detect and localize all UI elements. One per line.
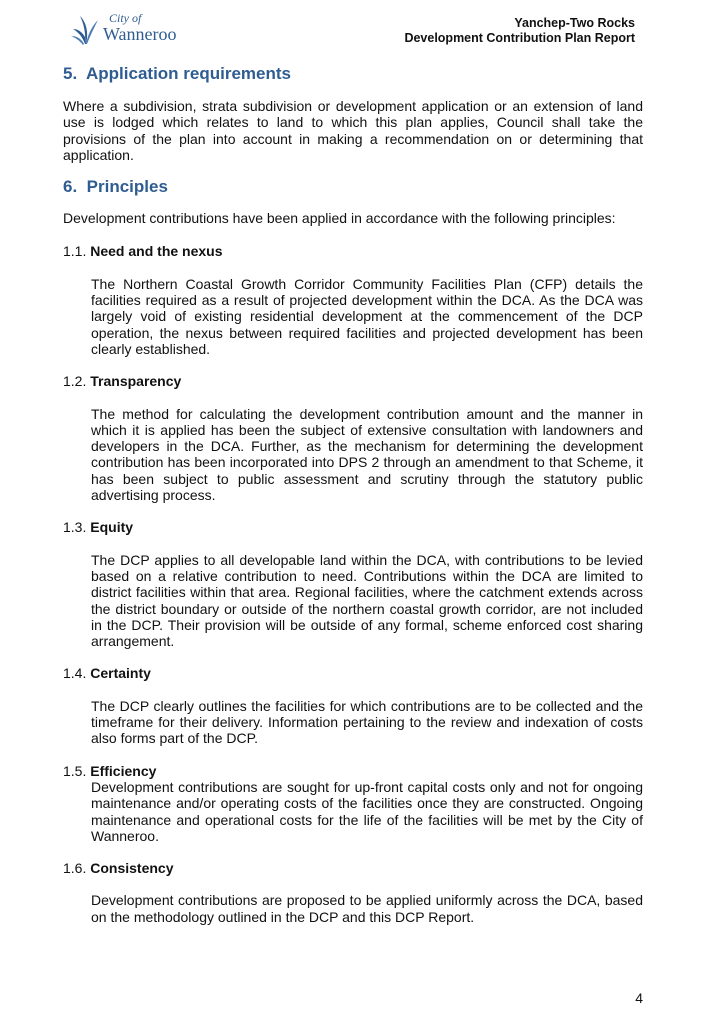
page-content bbox=[63, 62, 643, 925]
principle-efficiency bbox=[63, 763, 643, 844]
principle-heading bbox=[63, 243, 643, 259]
logo-wordmark bbox=[103, 12, 177, 43]
page-number: 4 bbox=[635, 990, 643, 1006]
principle-body: The DCP clearly outlines the facilities for which contributions are to be collected and the timeframe for their delivery. Information pertaining to the review and indexation of costs also forms part of the DCP. bbox=[91, 697, 643, 747]
logo-city-text: City of bbox=[109, 11, 142, 25]
principle-title: Equity bbox=[90, 519, 134, 536]
section-5-body: Where a subdivision, strata subdivision or development application or an extension of land use is lodged which relates to land to which this plan applies, Council shall take the provisions of the plan into account in making a recommendation on or determining that application. bbox=[63, 98, 643, 163]
principle-number: 1.1. bbox=[63, 243, 87, 260]
section-5-title: Application requirements bbox=[86, 64, 291, 83]
city-logo bbox=[70, 12, 180, 46]
logo-emblem-icon bbox=[70, 12, 100, 46]
principle-number: 1.3. bbox=[63, 519, 87, 536]
principle-title: Transparency bbox=[90, 373, 182, 390]
section-6-intro: Development contributions have been applied in accordance with the following principles: bbox=[63, 210, 616, 227]
principle-need-nexus bbox=[63, 243, 643, 357]
principle-consistency bbox=[63, 860, 643, 925]
principle-body: The Northern Coastal Growth Corridor Community Facilities Plan (CFP) details the facilities required as a result of projected development within the DCA. As the DCA was largely void of existing residential development at the commencement of the DCP operation, the nexus between required facilities and projected development has been clearly established. bbox=[91, 275, 643, 357]
section-6-heading bbox=[63, 175, 643, 199]
principle-heading bbox=[63, 665, 643, 681]
principle-title: Efficiency bbox=[90, 762, 157, 779]
principle-body: The method for calculating the development contribution amount and the manner in which it is applied has been the subject of extensive consultation with landowners and developers in the DCA. Further, as the mechanism for determining the development contribution has been incorporated into DPS 2 through an amendment to that Scheme, it has been subject to public assessment and scrutiny through the statutory public advertising process. bbox=[91, 405, 643, 504]
header-title-line2: Development Contribution Plan Report bbox=[404, 31, 635, 45]
principle-heading bbox=[63, 373, 643, 389]
document-header bbox=[404, 16, 635, 46]
section-5-number: 5. bbox=[63, 64, 78, 83]
header-title-line1: Yanchep-Two Rocks bbox=[514, 16, 635, 30]
section-6-number: 6. bbox=[63, 177, 78, 197]
principle-equity bbox=[63, 519, 643, 649]
principle-certainty bbox=[63, 665, 643, 746]
principle-title: Need and the nexus bbox=[90, 243, 223, 260]
principle-number: 1.5. bbox=[63, 762, 87, 779]
principle-body: The DCP applies to all developable land within the DCA, with contributions to be levied based on a relative contribution to need. Contributions within the DCA are limited to district facilities within that area. Regional facilities, where the catchment extends across the district boundary or outside of the northern coastal growth corridor, are not included in the DCP. Their provision will be outside of any formal, scheme enforced cost sharing arrangement. bbox=[91, 551, 643, 650]
section-6-title: Principles bbox=[86, 177, 168, 197]
principle-transparency bbox=[63, 373, 643, 503]
logo-name-text: Wanneroo bbox=[103, 24, 177, 44]
principle-title: Consistency bbox=[90, 860, 174, 877]
principle-number: 1.4. bbox=[63, 665, 87, 682]
principle-number: 1.2. bbox=[63, 373, 87, 390]
principle-heading bbox=[63, 519, 643, 535]
principle-heading bbox=[63, 860, 643, 876]
principle-body: Development contributions are sought for up-front capital costs only and not for ongoing maintenance and/or operating costs of the facilities once they are constructed. Ongoing maintenance and operational costs for the life of the facilities will be met by the City of Wanneroo. bbox=[91, 778, 643, 844]
principle-heading bbox=[63, 763, 643, 779]
principle-body: Development contributions are proposed to be applied uniformly across the DCA, based on the methodology outlined in the DCP and this DCP Report. bbox=[91, 892, 643, 925]
section-5-heading bbox=[63, 62, 643, 86]
principle-number: 1.6. bbox=[63, 860, 87, 877]
principle-title: Certainty bbox=[90, 665, 151, 682]
